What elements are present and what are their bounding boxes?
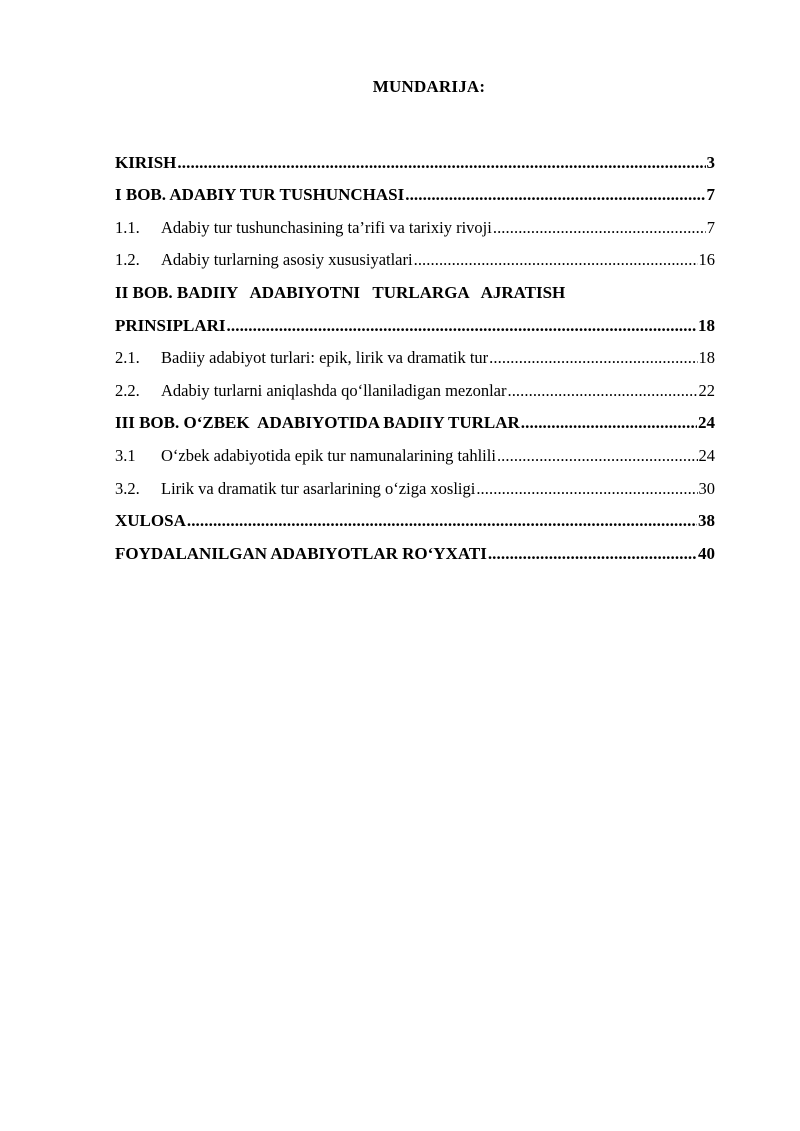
toc-entry-references[interactable] xyxy=(115,537,715,570)
toc-entry-page: 7 xyxy=(706,185,715,205)
toc-entry-label: Badiiy adabiyot turlari: epik, lirik va dramatik tur xyxy=(161,348,489,368)
toc-entry-label: Adabiy turlarning asosiy xususiyatlari xyxy=(161,250,413,270)
toc-entry-2-1[interactable] xyxy=(115,342,715,375)
toc-entry-page: 22 xyxy=(698,380,715,400)
toc-entry-label: Lirik va dramatik tur asarlarining o‘ziga xosligi xyxy=(161,478,476,498)
dot-leader xyxy=(497,446,698,466)
toc-entry-label: FOYDALANILGAN ADABIYOTLAR RO‘YXATI xyxy=(115,543,487,563)
toc-entry-number: 2.2. xyxy=(115,380,140,400)
dot-leader xyxy=(177,153,705,173)
dot-leader xyxy=(187,511,697,531)
dot-leader xyxy=(405,185,705,205)
toc-entry-chapter-2-line-2[interactable] xyxy=(115,309,715,342)
toc-entry-number: 3.2. xyxy=(115,478,140,498)
toc-entry-page: 24 xyxy=(698,413,715,433)
toc-entry-number: 1.2. xyxy=(115,250,140,270)
toc-entry-chapter-3[interactable] xyxy=(115,407,715,440)
dot-leader xyxy=(489,348,697,368)
toc-entry-label: Adabiy turlarni aniqlashda qo‘llaniladigan mezonlar xyxy=(161,380,507,400)
table-of-contents xyxy=(115,146,715,570)
toc-entry-label: KIRISH xyxy=(115,152,177,172)
dot-leader xyxy=(507,381,697,401)
toc-entry-number: 2.1. xyxy=(115,348,140,368)
toc-entry-label: XULOSA xyxy=(115,511,186,531)
toc-entry-page: 7 xyxy=(706,217,715,237)
toc-entry-label: I BOB. ADABIY TUR TUSHUNCHASI xyxy=(115,185,405,205)
toc-entry-1-2[interactable] xyxy=(115,244,715,277)
toc-entry-label: II BOB. BADIIY ADABIYOTNI TURLARGA AJRATISH xyxy=(115,282,566,302)
toc-entry-chapter-2-line-1[interactable] xyxy=(115,276,715,309)
page-title: MUNDARIJA: xyxy=(372,77,486,96)
dot-leader xyxy=(414,250,698,270)
toc-entry-page: 18 xyxy=(698,348,715,368)
toc-entry-chapter-1[interactable] xyxy=(115,179,715,212)
dot-leader xyxy=(227,316,697,336)
dot-leader xyxy=(488,544,697,564)
toc-entry-page: 24 xyxy=(698,445,715,465)
toc-entry-page: 18 xyxy=(698,315,715,335)
dot-leader xyxy=(476,479,697,499)
toc-entry-1-1[interactable] xyxy=(115,211,715,244)
toc-entry-3-2[interactable] xyxy=(115,472,715,505)
toc-entry-kirish[interactable] xyxy=(115,146,715,179)
toc-entry-page: 40 xyxy=(698,543,715,563)
toc-entry-label: Adabiy tur tushunchasining ta’rifi va tarixiy rivoji xyxy=(161,217,492,237)
toc-entry-label: O‘zbek adabiyotida epik tur namunalarining tahlili xyxy=(161,445,496,465)
toc-entry-number: 3.1 xyxy=(115,445,136,465)
toc-entry-label: PRINSIPLARI xyxy=(115,315,226,335)
toc-entry-page: 30 xyxy=(698,478,715,498)
toc-entry-page: 38 xyxy=(698,511,715,531)
toc-entry-xulosa[interactable] xyxy=(115,505,715,538)
toc-entry-2-2[interactable] xyxy=(115,374,715,407)
toc-entry-3-1[interactable] xyxy=(115,439,715,472)
toc-entry-page: 3 xyxy=(706,152,715,172)
toc-entry-number: 1.1. xyxy=(115,217,140,237)
dot-leader xyxy=(493,218,706,238)
toc-entry-page: 16 xyxy=(698,250,715,270)
toc-entry-label: III BOB. O‘ZBEK ADABIYOTIDA BADIIY TURLAR xyxy=(115,413,520,433)
dot-leader xyxy=(521,413,697,433)
